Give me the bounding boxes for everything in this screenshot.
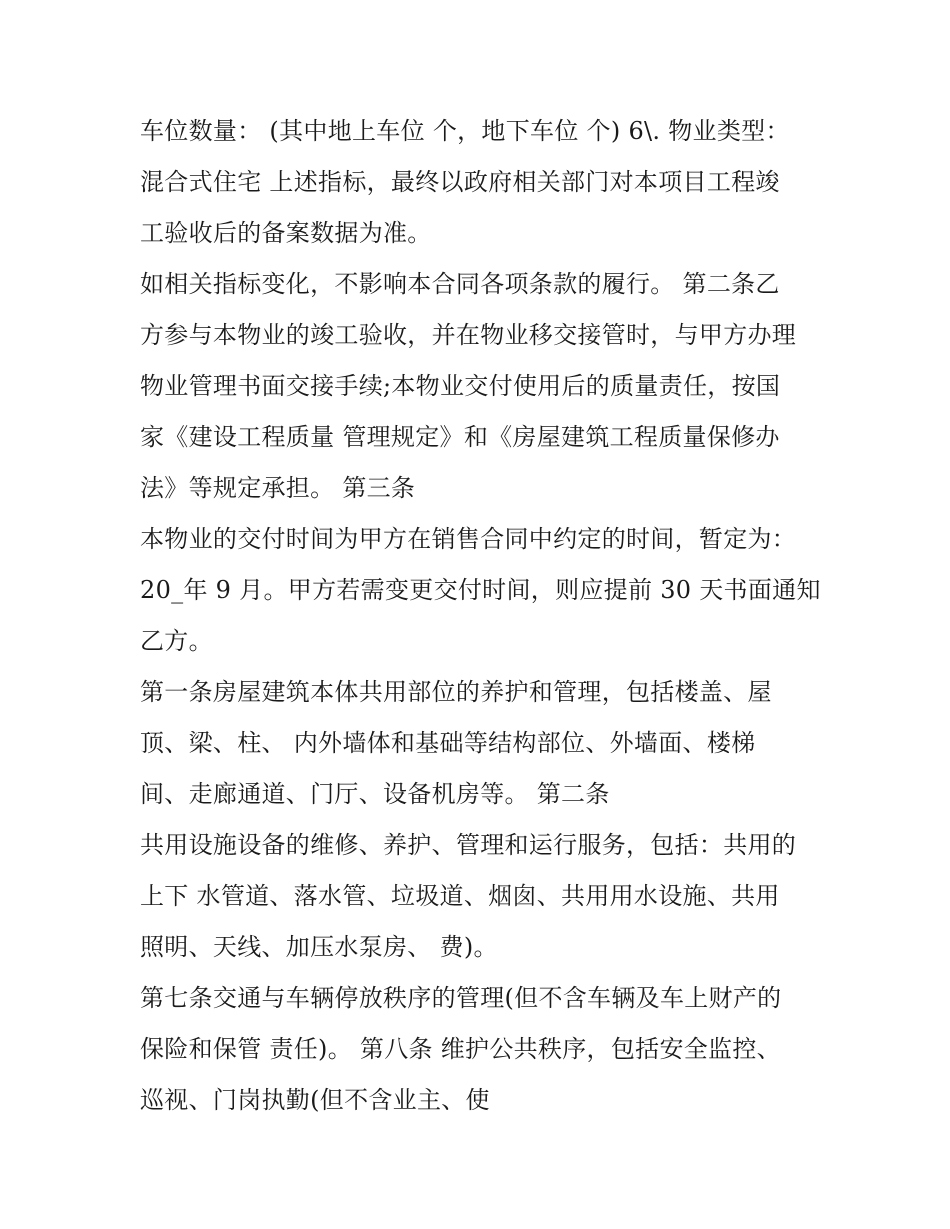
text-line: 上下 水管道、落水管、垃圾道、烟囱、共用用水设施、共用: [140, 882, 780, 910]
text-line: 20_年 9 月。甲方若需变更交付时间，则应提前 30 天书面通知: [140, 576, 821, 604]
text-line: 巡视、门岗执勤(但不含业主、使: [140, 1086, 490, 1114]
text-line: 第七条交通与车辆停放秩序的管理(但不含车辆及车上财产的: [140, 984, 782, 1012]
text-line: 如相关指标变化，不影响本合同各项条款的履行。 第二条乙: [140, 270, 780, 298]
text-line: 车位数量： (其中地上车位 个，地下车位 个) 6\. 物业类型：: [140, 117, 790, 145]
text-line: 保险和保管 责任)。 第八条 维护公共秩序，包括安全监控、: [140, 1035, 781, 1063]
text-line: 家《建设工程质量 管理规定》和《房屋建筑工程质量保修办: [140, 423, 780, 451]
text-line: 物业管理书面交接手续;本物业交付使用后的质量责任，按国: [140, 372, 781, 400]
text-line: 第一条房屋建筑本体共用部位的养护和管理，包括楼盖、屋: [140, 678, 772, 706]
text-line: 本物业的交付时间为甲方在销售合同中约定的时间，暂定为：: [140, 525, 797, 553]
text-line: 工验收后的备案数据为准。: [140, 219, 432, 247]
text-line: 间、走廊通道、门厅、设备机房等。 第二条: [140, 780, 610, 808]
text-line: 乙方。: [140, 627, 213, 655]
text-line: 方参与本物业的竣工验收，并在物业移交接管时，与甲方办理: [140, 321, 797, 349]
text-line: 法》等规定承担。 第三条: [140, 474, 416, 502]
text-line: 照明、天线、加压水泵房、 费)。: [140, 933, 498, 961]
text-line: 共用设施设备的维修、养护、管理和运行服务，包括：共用的: [140, 831, 797, 859]
text-line: 混合式住宅 上述指标，最终以政府相关部门对本项目工程竣: [140, 168, 780, 196]
text-line: 顶、梁、柱、 内外墙体和基础等结构部位、外墙面、楼梯: [140, 729, 756, 757]
document-body: [140, 106, 840, 1126]
